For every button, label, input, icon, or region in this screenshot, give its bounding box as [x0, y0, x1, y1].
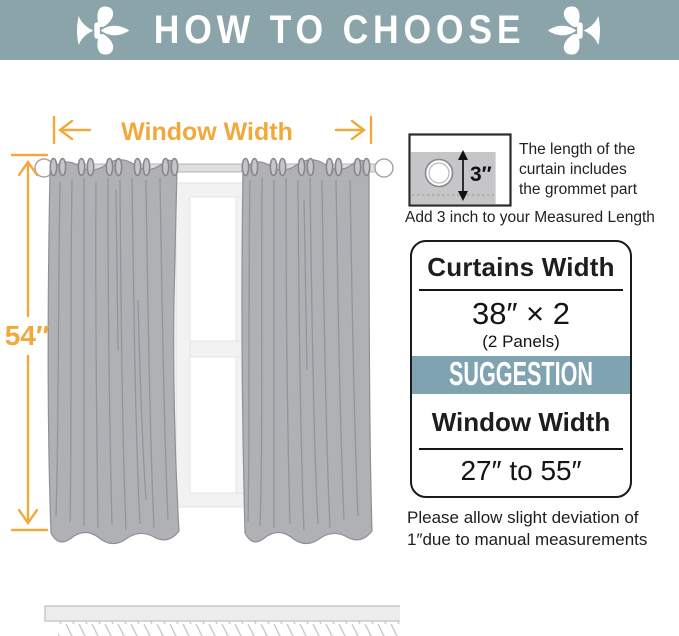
suggestion-band [412, 356, 630, 394]
fleur-de-lis-icon [546, 3, 601, 58]
window-width-label: Window Width [121, 118, 293, 146]
curtains-width-header: Curtains Width [427, 252, 615, 282]
curtain-length-label: 54″ [4, 320, 50, 351]
suggestion-label: SUGGESTION [448, 355, 594, 393]
curtain-panel-right [242, 159, 372, 544]
divider [419, 289, 623, 291]
curtain-illustration [0, 100, 400, 636]
grommet-diagram [408, 133, 512, 207]
size-table [410, 240, 632, 498]
grommet-note: The length of the curtain includes the grommet part [519, 141, 638, 198]
header-band [0, 0, 679, 60]
deviation-note [407, 507, 669, 552]
curtains-width-value: 38″ × 2 [471, 296, 571, 331]
fleur-de-lis-icon [76, 3, 131, 58]
window-width-header: Window Width [431, 407, 611, 437]
deviation-note-line1: Please allow slight deviation of [407, 508, 639, 527]
add-length-note: Add 3 inch to your Measured Length [405, 209, 655, 226]
page-title: HOW TO CHOOSE [153, 7, 526, 52]
window-width-value: 27″ to 55″ [460, 455, 582, 486]
divider [419, 448, 623, 450]
deviation-note-line2: 1″due to manual measurements [407, 530, 648, 550]
curtain-panel-left [48, 159, 179, 544]
panels-note: (2 Panels) [482, 332, 560, 351]
floor [45, 606, 400, 636]
grommet-length-label: 3″ [470, 163, 492, 186]
